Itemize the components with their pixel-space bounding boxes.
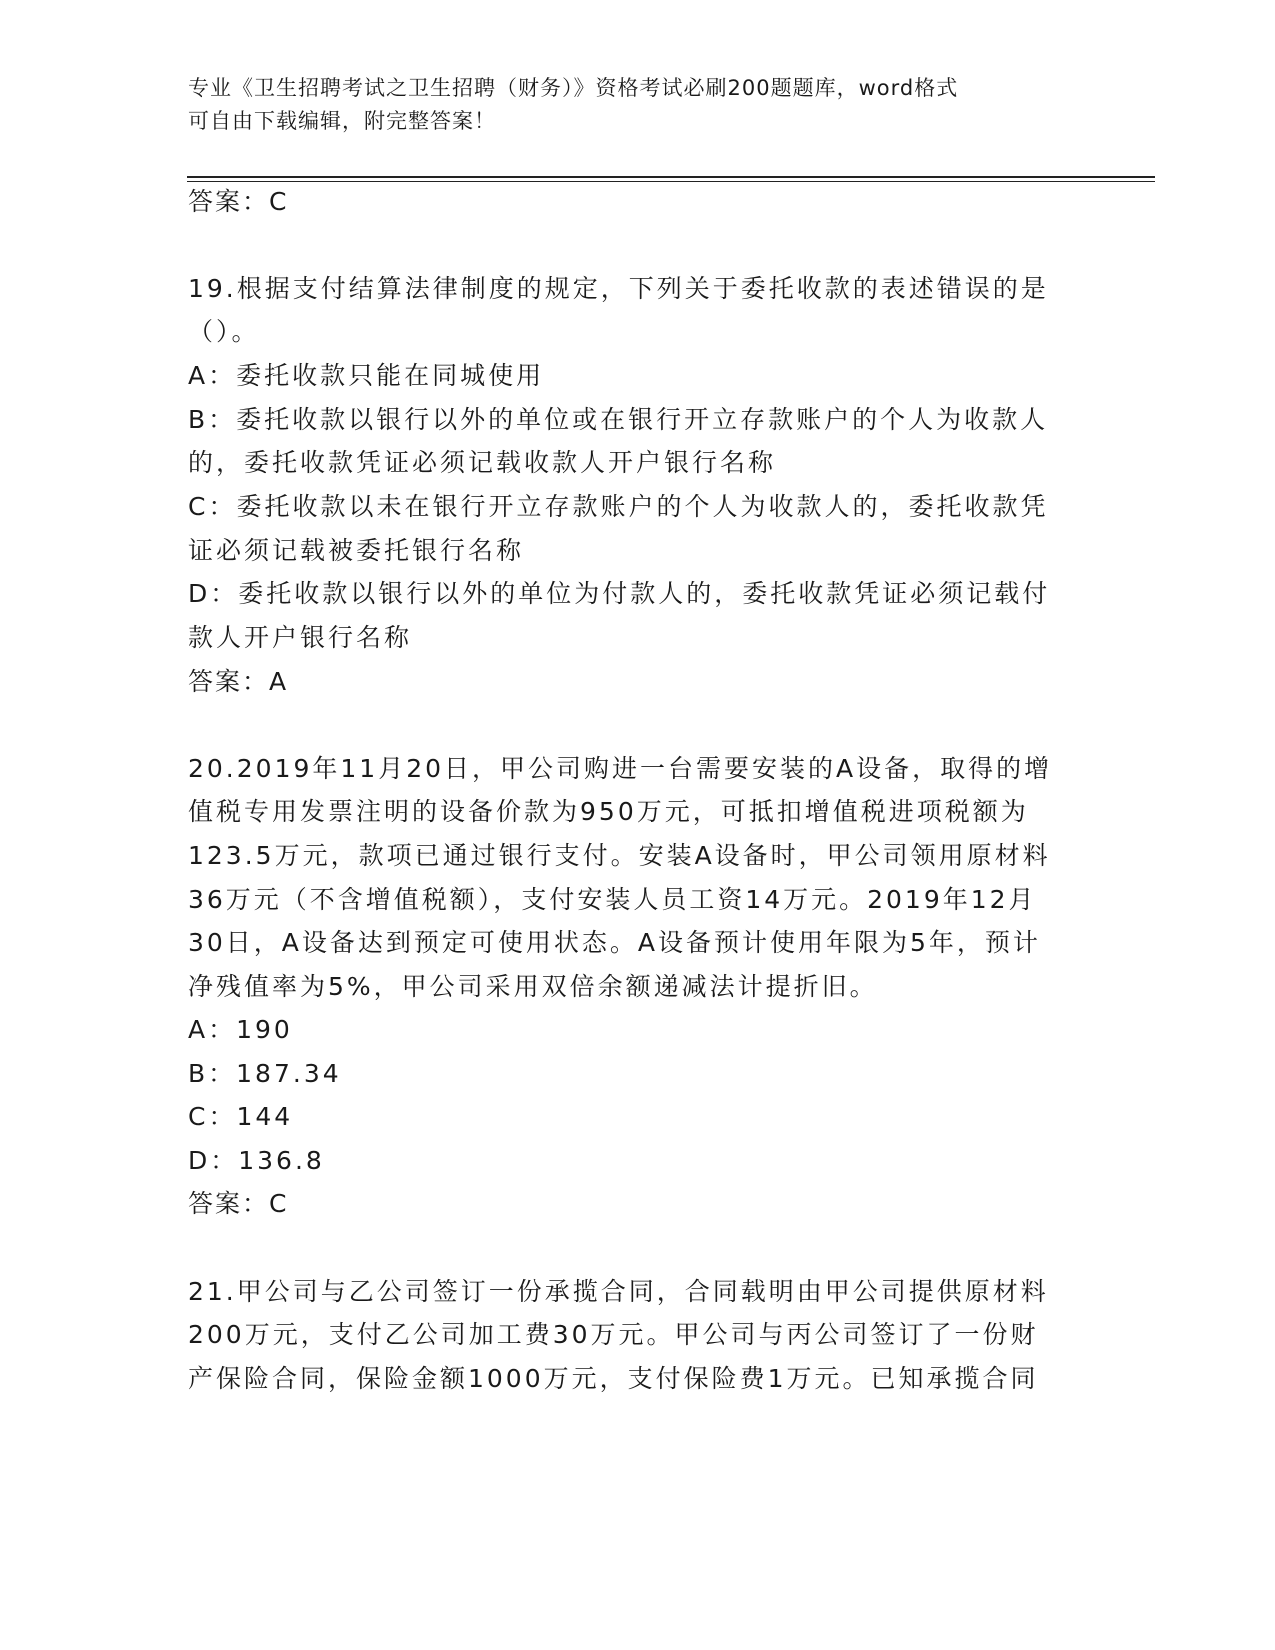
q19-option-a: A：委托收款只能在同城使用 bbox=[188, 361, 545, 390]
q21-stem-line-3: 产保险合同，保险金额1000万元，支付保险费1万元。已知承揽合同 bbox=[188, 1364, 1039, 1393]
q19-stem-line-2: （）。 bbox=[188, 317, 260, 346]
q21-stem-line-2: 200万元，支付乙公司加工费30万元。甲公司与丙公司签订了一份财 bbox=[188, 1320, 1039, 1349]
q19-answer: 答案：A bbox=[188, 667, 289, 696]
q19-option-b-line-1: B：委托收款以银行以外的单位或在银行开立存款账户的个人为收款人 bbox=[188, 405, 1049, 434]
q20-stem-line-6: 净残值率为5%，甲公司采用双倍余额递减法计提折旧。 bbox=[188, 972, 878, 1001]
q20-stem-line-4: 36万元（不含增值税额），支付安装人员工资14万元。2019年12月 bbox=[188, 885, 1037, 914]
header-line-1: 专业《卫生招聘考试之卫生招聘（财务）》资格考试必刷200题题库，word格式 bbox=[188, 76, 959, 100]
q20-option-b: B：187.34 bbox=[188, 1059, 342, 1088]
q20-stem-line-1: 20.2019年11月20日，甲公司购进一台需要安装的A设备，取得的增 bbox=[188, 754, 1053, 783]
q20-answer: 答案：C bbox=[188, 1189, 289, 1218]
q20-option-d: D：136.8 bbox=[188, 1146, 325, 1175]
q19-option-d-line-1: D：委托收款以银行以外的单位为付款人的，委托收款凭证必须记载付 bbox=[188, 579, 1051, 608]
q19-option-b-line-2: 的，委托收款凭证必须记载收款人开户银行名称 bbox=[188, 448, 777, 477]
q19-stem-line-1: 19.根据支付结算法律制度的规定，下列关于委托收款的表述错误的是 bbox=[188, 274, 1049, 303]
q20-stem-line-5: 30日，A设备达到预定可使用状态。A设备预计使用年限为5年，预计 bbox=[188, 928, 1041, 957]
q19-option-d-line-2: 款人开户银行名称 bbox=[188, 623, 413, 652]
q20-stem-line-2: 值税专用发票注明的设备价款为950万元，可抵扣增值税进项税额为 bbox=[188, 797, 1029, 826]
q20-option-c: C：144 bbox=[188, 1102, 294, 1131]
header-divider-thin bbox=[187, 181, 1155, 182]
q20-stem-line-3: 123.5万元，款项已通过银行支付。安装A设备时，甲公司领用原材料 bbox=[188, 841, 1051, 870]
document-header bbox=[188, 72, 1088, 138]
q20-option-a: A：190 bbox=[188, 1015, 293, 1044]
previous-answer: 答案：C bbox=[188, 187, 289, 216]
q21-stem-line-1: 21.甲公司与乙公司签订一份承揽合同，合同载明由甲公司提供原材料 bbox=[188, 1277, 1049, 1306]
q19-option-c-line-2: 证必须记载被委托银行名称 bbox=[188, 536, 525, 565]
header-line-2: 可自由下载编辑，附完整答案！ bbox=[188, 109, 496, 133]
q19-option-c-line-1: C：委托收款以未在银行开立存款账户的个人为收款人的，委托收款凭 bbox=[188, 492, 1049, 521]
header-divider-thick bbox=[187, 176, 1155, 178]
